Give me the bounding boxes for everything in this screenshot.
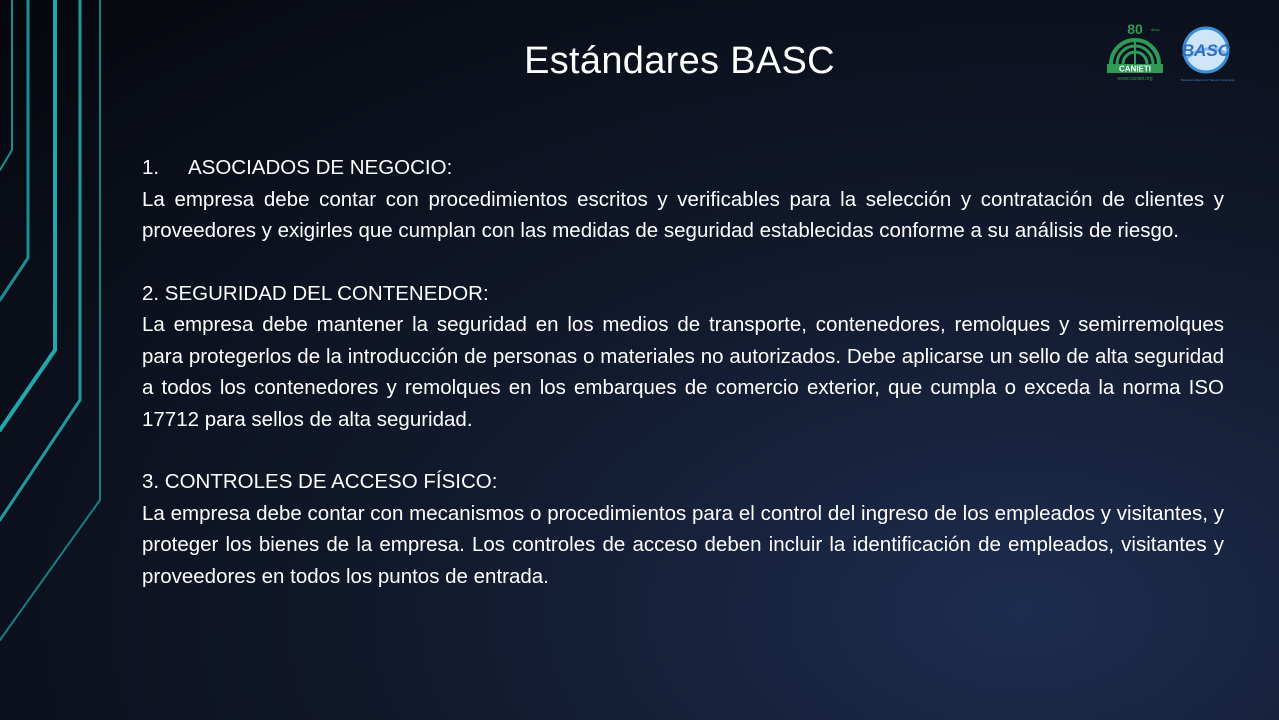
section-heading [142, 152, 1224, 184]
deco-line-5 [0, 0, 12, 170]
section-body: La empresa debe mantener la seguridad en los medios de transporte, contenedores, remolques y semirremolques para protegerlos de la introducción de personas o materiales no autorizados. Debe aplicarse un sello de alta seguridad a todos los contenedores y remolques en los embarques de comercio exterior, que cumpla o exceda la norma ISO 17712 para sellos de alta seguridad. [142, 313, 1224, 431]
basc-caption: Business Alliance for Secure Commerce [1181, 78, 1235, 82]
section-heading: 3. CONTROLES DE ACCESO FÍSICO: [142, 470, 498, 493]
canieti-anniversary-number: 80 [1127, 21, 1143, 37]
basc-logo [1175, 24, 1241, 84]
section-contenedor [142, 278, 1224, 436]
section-body: La empresa debe contar con mecanismos o procedimientos para el control del ingreso de los empleados y visitantes, y proteger los bienes de la empresa. Los controles de acceso deben incluir la identificación de empleados, visitantes y proveedores en todos los puntos de entrada. [142, 501, 1224, 588]
section-heading-text: ASOCIADOS DE NEGOCIO: [188, 156, 453, 179]
list-number: 1. [142, 156, 160, 179]
canieti-name: CANIETI [1119, 64, 1151, 74]
section-acceso-fisico [142, 466, 1224, 592]
canieti-anniversary-text: años [1151, 27, 1160, 32]
logo-group [1103, 20, 1243, 84]
canieti-url: www.canieti.org [1117, 76, 1153, 82]
section-asociados [142, 152, 1224, 247]
basc-name: BASC [1181, 41, 1231, 60]
section-body: La empresa debe contar con procedimientos escritos y verificables para la selección y contratación de clientes y proveedores y exigirles que cumplan con las medidas de seguridad establecidas conforme a su análisis de riesgo. [142, 187, 1224, 242]
slide-content [142, 152, 1224, 623]
section-heading: 2. SEGURIDAD DEL CONTENEDOR: [142, 281, 489, 305]
canieti-logo [1103, 20, 1167, 84]
page-title: Estándares BASC [524, 40, 835, 82]
deco-line-4 [0, 0, 100, 640]
